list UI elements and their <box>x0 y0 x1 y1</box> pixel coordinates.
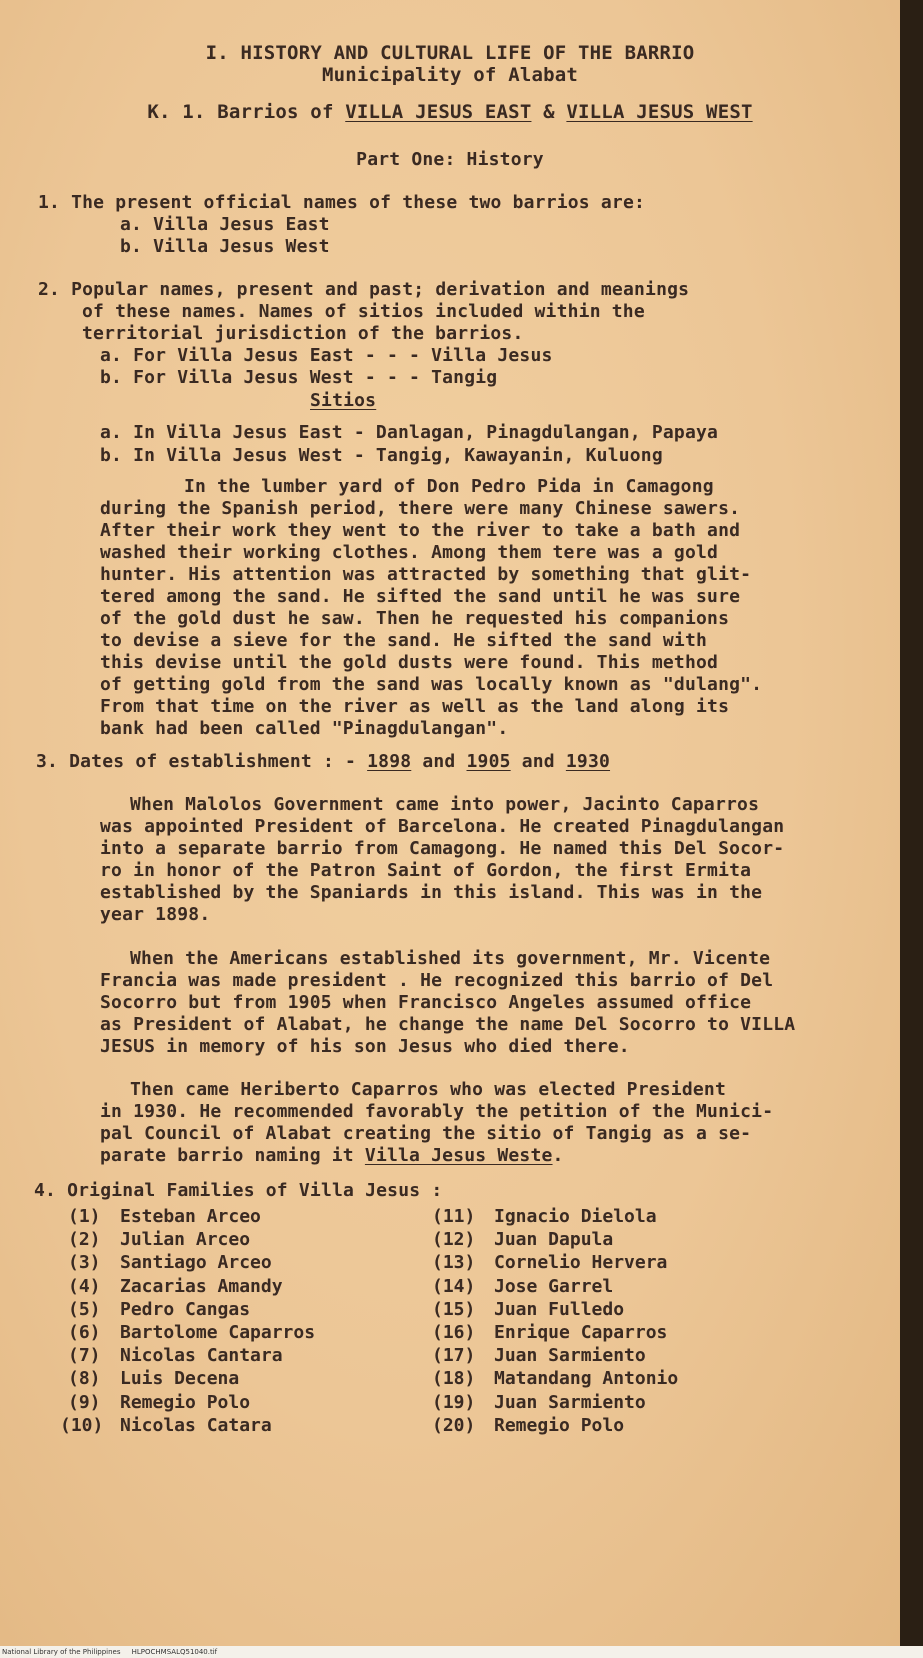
family-number: (6) <box>68 1322 101 1343</box>
family-number: (14) <box>432 1276 476 1297</box>
story-line: washed their working clothes. Among them tere was a gold <box>100 542 719 563</box>
paragraph-line: Francia was made president . He recognized this barrio of Del <box>100 970 774 991</box>
and-word: and <box>422 751 456 772</box>
family-number: (10) <box>60 1415 104 1436</box>
paragraph-line: ro in honor of the Patron Saint of Gordon, the first Ermita <box>100 860 752 881</box>
story-line: of getting gold from the sand was locally known as "dulang". <box>100 674 763 695</box>
family-number: (5) <box>68 1299 101 1320</box>
villa-jesus-weste: Villa Jesus Weste <box>364 1145 553 1166</box>
and-word: and <box>521 751 555 772</box>
family-number: (4) <box>68 1276 101 1297</box>
barrio-west-name: VILLA JESUS WEST <box>566 101 753 123</box>
family-number: (3) <box>68 1252 101 1273</box>
family-name: Remegio Polo <box>494 1415 625 1436</box>
family-number: (19) <box>432 1392 476 1413</box>
family-name: Julian Arceo <box>120 1229 251 1250</box>
family-number: (2) <box>68 1229 101 1250</box>
story-line: From that time on the river as well as the land along its <box>100 696 730 717</box>
q3-dates-line <box>36 751 610 773</box>
q2-popular-name-b: b. For Villa Jesus West - - - Tangig <box>100 367 498 388</box>
paragraph-line: JESUS in memory of his son Jesus who died there. <box>100 1036 630 1057</box>
family-number: (1) <box>68 1206 101 1227</box>
date-1898: 1898 <box>367 751 412 772</box>
story-line: bank had been called "Pinagdulangan". <box>100 718 509 739</box>
sitio-list-east: a. In Villa Jesus East - Danlagan, Pinagdulangan, Papaya <box>100 422 719 443</box>
family-name: Zacarias Amandy <box>120 1276 283 1297</box>
family-number: (9) <box>68 1392 101 1413</box>
family-name: Remegio Polo <box>120 1392 251 1413</box>
date-1930: 1930 <box>565 751 611 772</box>
family-name: Ignacio Dielola <box>494 1206 657 1227</box>
family-name: Bartolome Caparros <box>120 1322 316 1343</box>
paragraph-line: Then came Heriberto Caparros who was elected President <box>130 1079 726 1100</box>
family-name: Enrique Caparros <box>494 1322 668 1343</box>
date-1905: 1905 <box>466 751 511 772</box>
story-line: to devise a sieve for the sand. He sifted the sand with <box>100 630 708 651</box>
family-number: (17) <box>432 1345 476 1366</box>
scan-filename: HLPOCHMSALQ51040.tif <box>131 1648 218 1656</box>
family-name: Nicolas Catara <box>120 1415 272 1436</box>
family-name: Esteban Arceo <box>120 1206 261 1227</box>
paragraph-line: as President of Alabat, he change the name Del Socorro to VILLA <box>100 1014 796 1035</box>
library-credit: National Library of the Philippines <box>2 1648 121 1656</box>
family-name: Juan Sarmiento <box>494 1392 646 1413</box>
ampersand: & <box>543 101 555 123</box>
closing-period: . <box>552 1145 564 1166</box>
family-name: Pedro Cangas <box>120 1299 251 1320</box>
paragraph-line: year 1898. <box>100 904 211 925</box>
sitio-list-west: b. In Villa Jesus West - Tangig, Kawayanin, Kuluong <box>100 445 663 466</box>
q1-option-a: a. Villa Jesus East <box>120 214 330 235</box>
family-name: Santiago Arceo <box>120 1252 272 1273</box>
part-heading: Part One: History <box>356 149 544 170</box>
family-number: (7) <box>68 1345 101 1366</box>
story-line: After their work they went to the river to take a bath and <box>100 520 741 541</box>
q4-heading: 4. Original Families of Villa Jesus : <box>34 1180 443 1201</box>
sitios-heading: Sitios <box>310 390 377 411</box>
paragraph-line: in 1930. He recommended favorably the petition of the Munici- <box>100 1101 774 1122</box>
family-name: Cornelio Hervera <box>494 1252 668 1273</box>
family-number: (13) <box>432 1252 476 1273</box>
story-line: hunter. His attention was attracted by something that glit- <box>100 564 752 585</box>
q1-text: 1. The present official names of these two barrios are: <box>38 192 646 213</box>
paragraph-line: pal Council of Alabat creating the sitio of Tangig as a se- <box>100 1123 752 1144</box>
closing-prefix: parate barrio naming it <box>100 1145 354 1166</box>
family-number: (11) <box>432 1206 476 1227</box>
paragraph-line: established by the Spaniards in this island. This was in the <box>100 882 763 903</box>
story-line: tered among the sand. He sifted the sand until he was sure <box>100 586 741 607</box>
paragraph-line: into a separate barrio from Camagong. He named this Del Socor- <box>100 838 785 859</box>
family-name: Juan Dapula <box>494 1229 614 1250</box>
paragraph-line: was appointed President of Barcelona. He created Pinagdulangan <box>100 816 785 837</box>
q2-line-1: 2. Popular names, present and past; derivation and meanings <box>38 279 690 300</box>
story-line: this devise until the gold dusts were found. This method <box>100 652 719 673</box>
q1-option-b: b. Villa Jesus West <box>120 236 330 257</box>
family-name: Jose Garrel <box>494 1276 614 1297</box>
barrios-prefix: K. 1. Barrios of <box>147 101 334 123</box>
family-name: Matandang Antonio <box>494 1368 679 1389</box>
q3-label: 3. Dates of establishment : - <box>36 751 357 772</box>
paragraph-line: Socorro but from 1905 when Francisco Angeles assumed office <box>100 992 752 1013</box>
family-number: (8) <box>68 1368 101 1389</box>
family-name: Nicolas Cantara <box>120 1345 283 1366</box>
story-line: In the lumber yard of Don Pedro Pida in Camagong <box>184 476 714 497</box>
family-name: Juan Fulledo <box>494 1299 625 1320</box>
family-number: (16) <box>432 1322 476 1343</box>
family-name: Luis Decena <box>120 1368 240 1389</box>
paragraph-line: When the Americans established its government, Mr. Vicente <box>130 948 771 969</box>
q2-line-3: territorial jurisdiction of the barrios. <box>82 323 524 344</box>
family-number: (15) <box>432 1299 476 1320</box>
municipality-subtitle: Municipality of Alabat <box>321 64 579 86</box>
family-number: (12) <box>432 1229 476 1250</box>
q2-line-2: of these names. Names of sitios included within the <box>82 301 645 322</box>
paragraph-line <box>100 1145 564 1167</box>
q2-popular-name-a: a. For Villa Jesus East - - - Villa Jesus <box>100 345 553 366</box>
barrio-east-name: VILLA JESUS EAST <box>345 101 532 123</box>
scan-footer <box>0 1646 923 1658</box>
document-title: I. HISTORY AND CULTURAL LIFE OF THE BARRIO <box>205 42 695 64</box>
paragraph-line: When Malolos Government came into power, Jacinto Caparros <box>130 794 760 815</box>
story-line: of the gold dust he saw. Then he requested his companions <box>100 608 730 629</box>
barrios-heading <box>0 101 900 123</box>
story-line: during the Spanish period, there were many Chinese sawers. <box>100 498 741 519</box>
family-number: (18) <box>432 1368 476 1389</box>
family-name: Juan Sarmiento <box>494 1345 646 1366</box>
family-number: (20) <box>432 1415 476 1436</box>
